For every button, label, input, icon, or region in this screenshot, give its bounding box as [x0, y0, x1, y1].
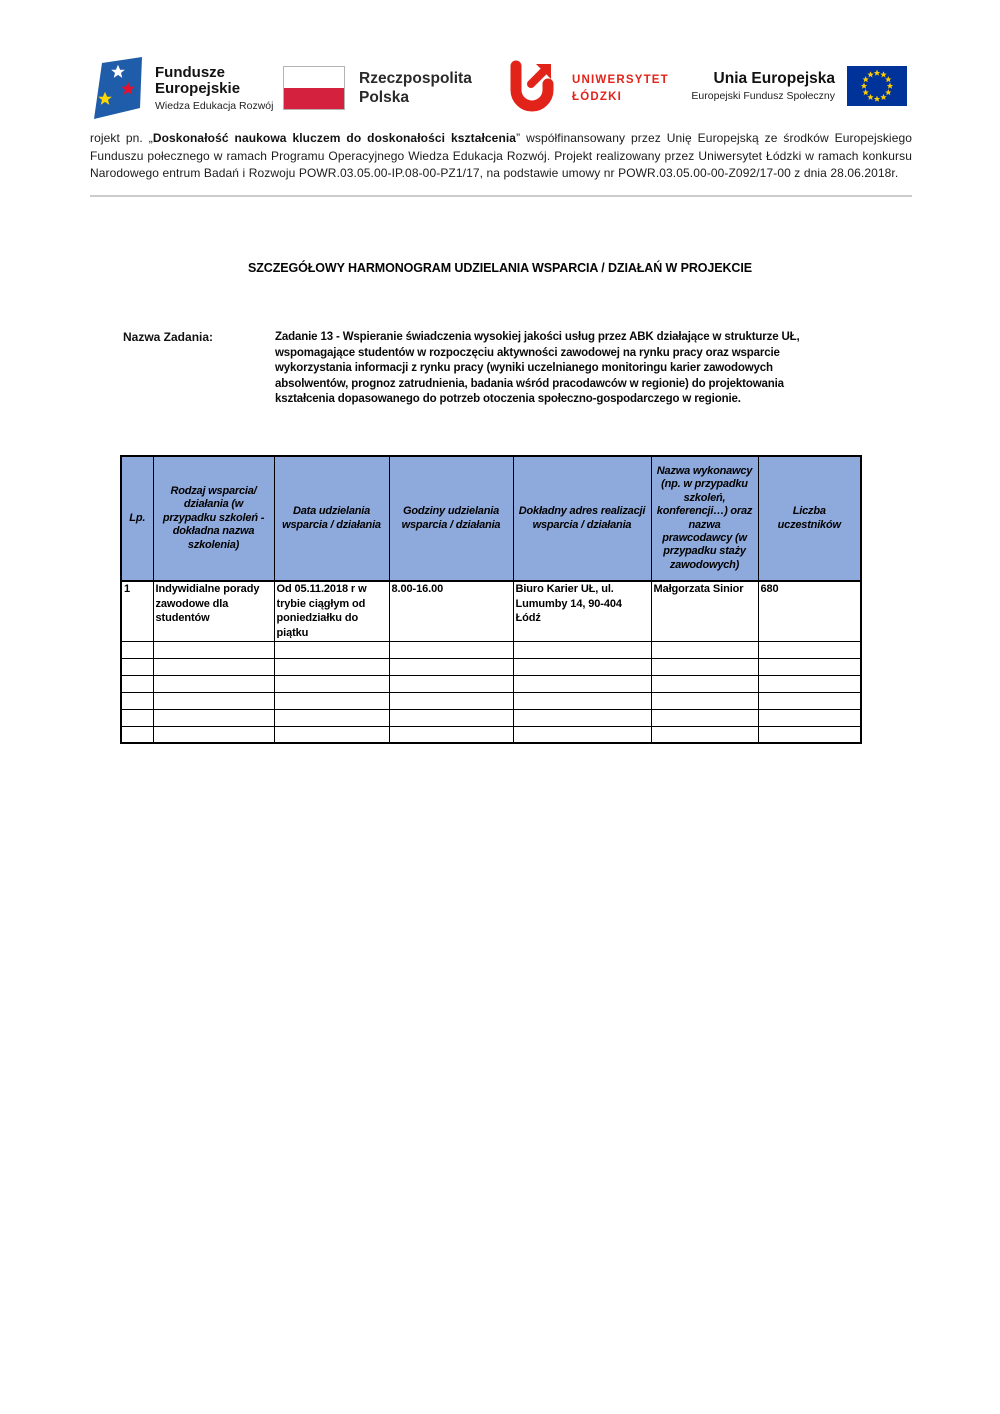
- table-cell-empty: [121, 675, 153, 692]
- table-row: [121, 581, 861, 641]
- note-rest: ” współfinansowany przez Unię Europejską ze środków Europejskiego Funduszu połecznego w ramach Programu Operacyjnego Wiedza Edukacja Rozwój. Projekt realizowany przez Uniwersytet Łódzki w ramach konkursu Narodowego entrum Badań i Rozwoju POWR.03.05.00-IP.08-00-PZ1/17, na podstawie umowy nr POWR.03.05.00-00-Z092/17-00 z dnia 28.06.2018r.: [90, 131, 913, 180]
- ul-logo-line1: UNIWERSYTET: [572, 74, 669, 86]
- table-cell-rodzaj: Indywidialne porady zawodowe dla studentów: [153, 581, 274, 641]
- table-cell-empty: [274, 726, 389, 743]
- table-cell-empty: [121, 658, 153, 675]
- table-cell-empty: [758, 692, 861, 709]
- table-cell-empty: [758, 641, 861, 658]
- fe-logo-subtitle: Wiedza Edukacja Rozwój: [155, 99, 274, 112]
- column-header-data: Data udzielania wsparcia / działania: [274, 456, 389, 581]
- table-cell-adres: Biuro Karier UŁ, ul. Lumumby 14, 90-404 Łódź: [513, 581, 651, 641]
- table-cell-empty: [513, 641, 651, 658]
- fundusze-europejskie-logo: [90, 56, 273, 120]
- table-cell-empty: [274, 658, 389, 675]
- table-header-row: [121, 456, 861, 581]
- table-row-empty: [121, 641, 861, 658]
- table-cell-empty: [389, 692, 513, 709]
- table-cell-empty: [389, 726, 513, 743]
- poland-logo: [283, 66, 472, 110]
- table-cell-empty: [389, 641, 513, 658]
- table-cell-empty: [153, 726, 274, 743]
- schedule-table-body: [121, 581, 861, 743]
- ul-u-arrow-icon: [505, 60, 559, 118]
- table-cell-liczba: 680: [758, 581, 861, 641]
- table-row-empty: [121, 658, 861, 675]
- eu-logo-title: Unia Europejska: [713, 70, 835, 87]
- table-cell-empty: [274, 692, 389, 709]
- table-cell-empty: [389, 658, 513, 675]
- table-cell-empty: [153, 675, 274, 692]
- column-header-adres: Dokładny adres realizacji wsparcia / działania: [513, 456, 651, 581]
- table-cell-empty: [513, 726, 651, 743]
- note-prefix: rojekt pn. „: [90, 131, 153, 145]
- table-cell-empty: [651, 658, 758, 675]
- table-cell-empty: [758, 709, 861, 726]
- table-row-empty: [121, 692, 861, 709]
- project-financing-note: [90, 130, 912, 183]
- table-cell-empty: [513, 692, 651, 709]
- table-cell-empty: [651, 692, 758, 709]
- table-cell-data: Od 05.11.2018 r w trybie ciągłym od poniedziałku do piątku: [274, 581, 389, 641]
- table-cell-empty: [121, 641, 153, 658]
- fe-logo-title-line1: Fundusze: [155, 63, 225, 81]
- ul-logo-line2: ŁÓDZKI: [572, 91, 622, 103]
- table-row-empty: [121, 709, 861, 726]
- poland-flag-icon: [283, 66, 345, 110]
- eu-logo: [690, 66, 907, 106]
- table-cell-empty: [651, 675, 758, 692]
- note-project-name: Doskonałość naukowa kluczem do doskonałości kształcenia: [152, 131, 517, 145]
- table-cell-empty: [121, 692, 153, 709]
- table-cell-empty: [758, 658, 861, 675]
- page-title: SZCZEGÓŁOWY HARMONOGRAM UDZIELANIA WSPARCIA / DZIAŁAŃ W PROJEKCIE: [248, 261, 752, 275]
- poland-logo-line1: Rzeczpospolita: [359, 70, 472, 87]
- table-cell-godziny: 8.00-16.00: [389, 581, 513, 641]
- fe-flag-icon: [90, 56, 144, 120]
- column-header-wykonawca: Nazwa wykonawcy (np. w przypadku szkoleń, konferencji…) oraz nazwa prawcodawcy (w przypadku staży zawodowych): [651, 456, 758, 581]
- table-cell-empty: [651, 726, 758, 743]
- table-cell-empty: [513, 658, 651, 675]
- table-cell-empty: [513, 709, 651, 726]
- table-cell-empty: [121, 726, 153, 743]
- column-header-liczba: Liczba uczestników: [758, 456, 861, 581]
- table-cell-empty: [651, 709, 758, 726]
- table-cell-empty: [153, 641, 274, 658]
- table-cell-empty: [274, 675, 389, 692]
- table-row-empty: [121, 726, 861, 743]
- table-cell-empty: [758, 675, 861, 692]
- table-cell-empty: [513, 675, 651, 692]
- task-name-label: Nazwa Zadania:: [123, 330, 214, 344]
- poland-logo-line2: Polska: [359, 89, 409, 106]
- table-row-empty: [121, 675, 861, 692]
- eu-logo-subtitle: Europejski Fundusz Społeczny: [691, 90, 835, 102]
- column-header-lp: Lp.: [121, 456, 153, 581]
- table-cell-empty: [153, 658, 274, 675]
- schedule-table: [120, 455, 862, 744]
- table-cell-empty: [153, 692, 274, 709]
- column-header-godziny: Godziny udzielania wsparcia / działania: [389, 456, 513, 581]
- table-cell-empty: [274, 709, 389, 726]
- table-cell-empty: [121, 709, 153, 726]
- header-divider: [90, 195, 912, 197]
- table-cell-empty: [389, 709, 513, 726]
- table-cell-empty: [153, 709, 274, 726]
- table-cell-lp: 1: [121, 581, 153, 641]
- table-cell-wykonawca: Małgorzata Sinior: [651, 581, 758, 641]
- table-cell-empty: [389, 675, 513, 692]
- task-description: Zadanie 13 - Wspieranie świadczenia wysokiej jakości usług przez ABK działające w strukturze UŁ, wspomagające studentów w rozpoczęciu aktywności zawodowej na rynku pracy oraz wsparcie wykorzystania informacji z rynku pracy (wyniki uczelnianego monitoringu karier zawodowych absolwentów, prognoz zatrudnienia, badania wśród pracodawców w regionie) do projektowania kształcenia dopasowanego do potrzeb otoczenia społeczno-gospodarczego w regionie.: [275, 331, 800, 406]
- table-cell-empty: [758, 726, 861, 743]
- column-header-rodzaj: Rodzaj wsparcia/ działania (w przypadku szkoleń - dokładna nazwa szkolenia): [153, 456, 274, 581]
- eu-flag-icon: [847, 66, 907, 106]
- table-cell-empty: [651, 641, 758, 658]
- university-of-lodz-logo: [505, 60, 669, 118]
- fe-logo-title-line2: Europejskie: [155, 79, 241, 97]
- table-cell-empty: [274, 641, 389, 658]
